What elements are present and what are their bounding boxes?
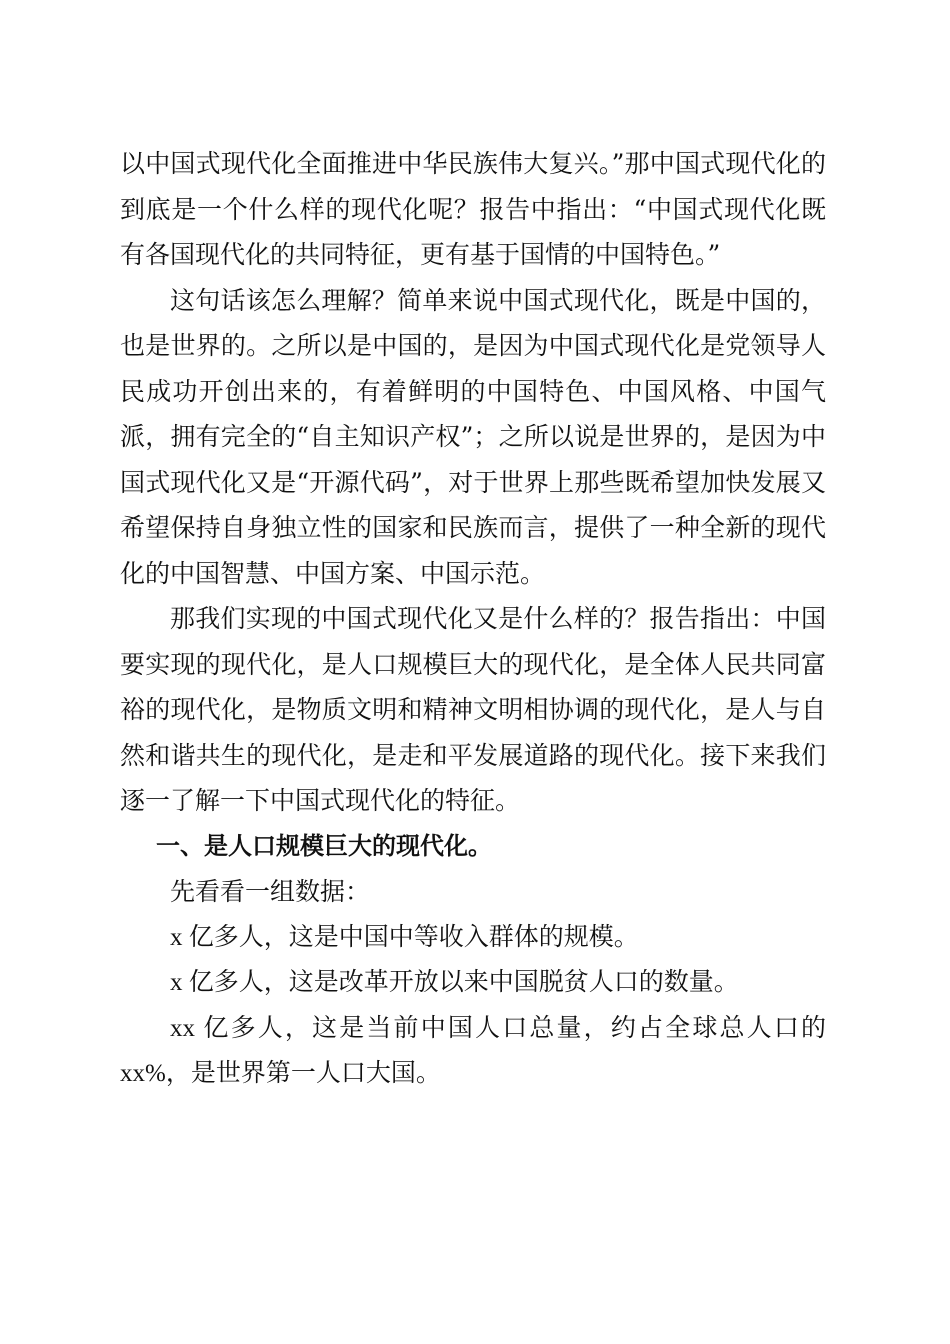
data-item-poverty: x 亿多人，这是改革开放以来中国脱贫人口的数量。 (170, 969, 739, 996)
data-item-population: xx 亿多人，这是当前中国人口总量，约占全球总人口的 xx%，是世界第一人口大国。 (120, 1014, 826, 1087)
paragraph-continuation: 以中国式现代化全面推进中华民族伟大复兴。”那中国式现代化的到底是一个什么样的现代化呢？报告中指出：“中国式现代化既有各国现代化的共同特征，更有基于国情的中国特色。” (120, 149, 826, 269)
document-page (120, 141, 826, 1097)
paragraph-characteristics: 那我们实现的中国式现代化又是什么样的？报告指出：中国要实现的现代化，是人口规模巨大的现代化，是全体人民共同富裕的现代化，是物质文明和精神文明相协调的现代化，是人与自然和谐共生的现代化，是走和平发展道路的现代化。接下来我们逐一了解一下中国式现代化的特征。 (120, 604, 826, 815)
data-item-middle-income: x 亿多人，这是中国中等收入群体的规模。 (170, 923, 639, 951)
section-heading-population: 一、是人口规模巨大的现代化。 (156, 831, 492, 860)
paragraph-understanding: 这句话该怎么理解？简单来说中国式现代化，既是中国的，也是世界的。之所以是中国的，是因为中国式现代化是党领导人民成功开创出来的，有着鲜明的中国特色、中国风格、中国气派，拥有完全的“自主知识产权”；之所以说是世界的，是因为中国式现代化又是“开源代码”，对于世界上那些既希望加快发展又希望保持自身独立性的国家和民族而言，提供了一种全新的现代化的中国智慧、中国方案、中国示范。 (120, 285, 826, 588)
data-intro: 先看看一组数据： (170, 877, 371, 906)
